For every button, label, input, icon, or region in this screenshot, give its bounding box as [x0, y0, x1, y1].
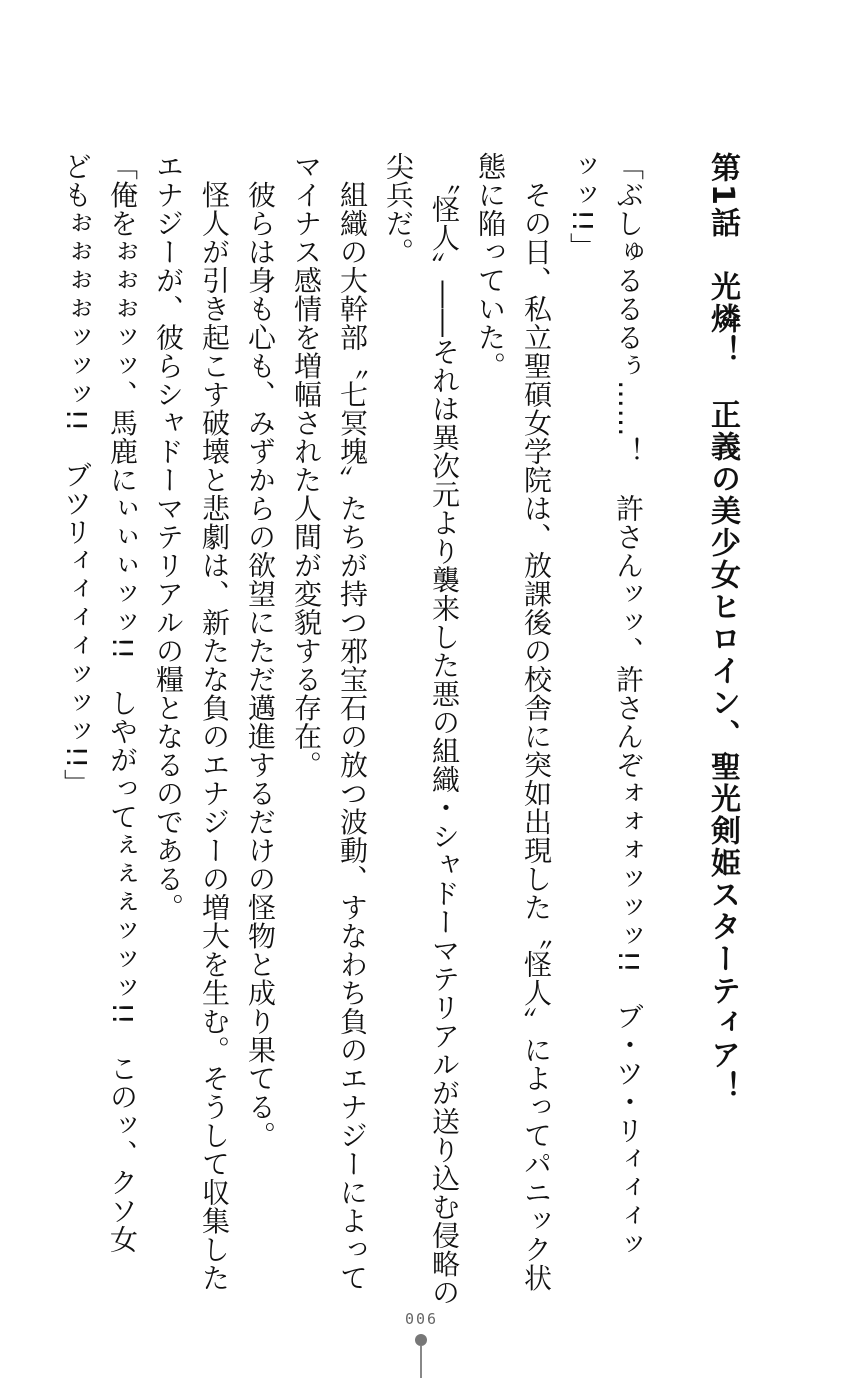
text-line: 組織の大幹部〝七冥塊〟たちが持つ邪宝石の放つ波動、すなわち負のエナジーによって — [336, 152, 369, 1292]
page-number: 006 — [404, 1310, 439, 1328]
folio-line — [420, 1346, 422, 1378]
text-line: 尖兵だ。 — [382, 152, 415, 266]
text-line: 「俺をぉぉぉッッ、馬鹿にぃぃぃッッ!! しやがってぇぇぇッッッ!! このッ、クソ女 — [106, 152, 139, 1254]
folio-dot-icon — [415, 1334, 427, 1346]
text-line: エナジーが、彼らシャドーマテリアルの糧となるのである。 — [152, 152, 185, 922]
text-line: 「ぶしゅるるるぅ……！ 許さんッッ、許さんぞォォォッッッ!! ブ・ツ・リィィィッ — [612, 152, 645, 1259]
text-line: 態に陥っていた。 — [474, 152, 507, 380]
text-line: どもぉぉぉぉッッッ!! ブツリィィィィッッッ!!」 — [60, 152, 93, 798]
chapter-title: 第1話 光燐！ 正義の美少女ヒロイン、聖光剣姫スターティア！ — [705, 152, 740, 1103]
text-line: 怪人が引き起こす破壊と悲劇は、新たな負のエナジーの増大を生む。そうして収集した — [198, 152, 231, 1292]
text-line: マイナス感情を増幅された人間が変貌する存在。 — [290, 152, 323, 779]
text-line: 〝怪人〟――それは異次元より襲来した悪の組織・シャドーマテリアルが送り込む侵略の — [428, 152, 461, 1307]
text-line: 彼らは身も心も、みずからの欲望にただ邁進するだけの怪物と成り果てる。 — [244, 152, 277, 1150]
text-line: ッッ!!」 — [566, 152, 599, 261]
text-line: その日、私立聖碩女学院は、放課後の校舎に突如出現した〝怪人〟によってパニック状 — [520, 152, 553, 1292]
